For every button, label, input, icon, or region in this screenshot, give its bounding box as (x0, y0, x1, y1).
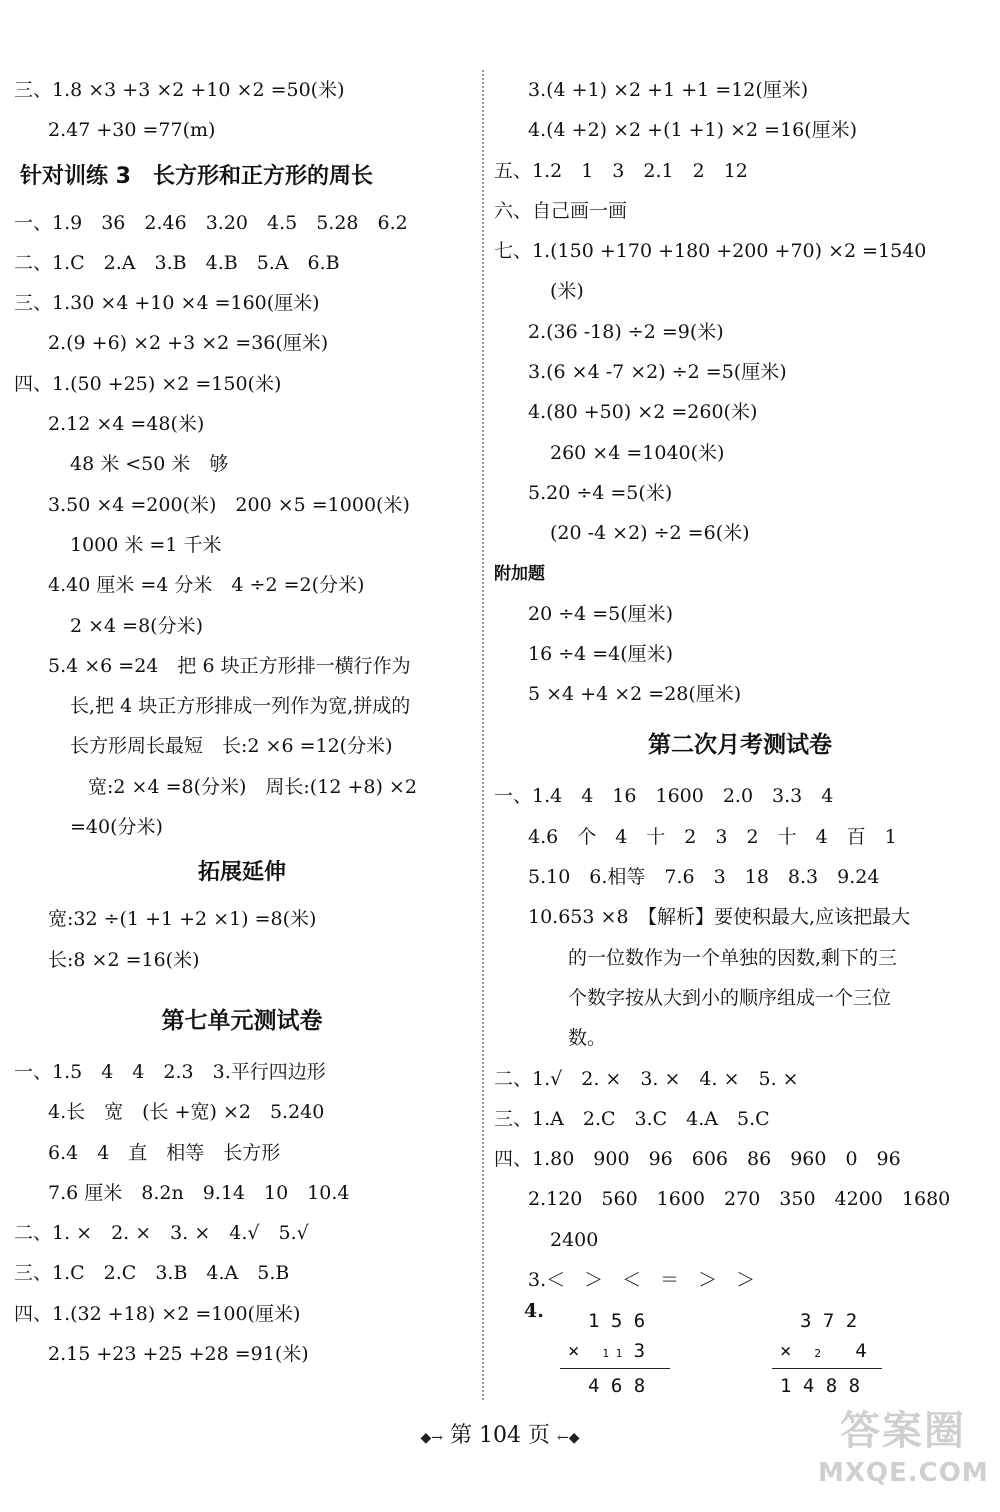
vertical-calc-left (568, 1306, 670, 1401)
answer-line: 一、1.4 4 16 1600 2.0 3.3 4 (494, 785, 834, 808)
calc-right-result: 1 4 8 8 (780, 1375, 861, 1398)
answer-line: 5.20 ÷4 =5(米) (528, 481, 673, 504)
answer-line: 4.长 宽 (长 +宽) ×2 5.240 (48, 1101, 325, 1124)
answer-line: 六、自己画一画 (494, 199, 628, 222)
footer-arrow-right: ←◆ (556, 1430, 580, 1446)
answer-line: 6.4 4 直 相等 长方形 (48, 1141, 281, 1164)
answer-line: 二、1.√ 2. × 3. × 4. × 5. × (494, 1067, 799, 1090)
answer-line: 2.47 +30 =77(m) (48, 119, 216, 142)
answer-line: 五、1.2 1 3 2.1 2 12 (494, 159, 748, 182)
watermark-logo (818, 1406, 988, 1502)
answer-line: 四、1.(32 +18) ×2 =100(厘米) (14, 1302, 301, 1325)
answer-line: 20 ÷4 =5(厘米) (528, 602, 674, 625)
calc-left-top: 1 5 6 (588, 1310, 646, 1333)
calc-right-carry: 2 (814, 1347, 821, 1361)
vertical-calc-label: 4. (524, 1300, 544, 1323)
answer-line: 3.(6 ×4 -7 ×2) ÷2 =5(厘米) (528, 361, 787, 384)
answer-line: 2.120 560 1600 270 350 4200 1680 (528, 1188, 951, 1211)
calc-left-carry: 1 1 (602, 1347, 623, 1361)
calc-right-sign: × (780, 1340, 792, 1363)
answer-line: 10.653 ×8 【解析】要使积最大,应该把最大 (528, 906, 911, 929)
calc-left-sign: × (568, 1340, 580, 1363)
answer-line: 4.(80 +50) ×2 =260(米) (528, 401, 758, 424)
answer-line: 的一位数作为一个单独的因数,剩下的三 (568, 946, 898, 969)
answer-line: 三、1.C 2.C 3.B 4.A 5.B (14, 1262, 290, 1285)
watermark-bottom: MXQE.COM (818, 1458, 989, 1488)
section-heading: 第二次月考测试卷 (648, 732, 832, 759)
answer-line: 个数字按从大到小的顺序组成一个三位 (568, 986, 892, 1009)
answer-line: 一、1.5 4 4 2.3 3.平行四边形 (14, 1060, 326, 1083)
answer-line: 16 ÷4 =4(厘米) (528, 642, 674, 665)
calc-left-result: 4 6 8 (588, 1375, 646, 1398)
answer-line: 4.(4 +2) ×2 +(1 +1) ×2 =16(厘米) (528, 119, 858, 142)
answer-line: 四、1.80 900 96 606 86 960 0 96 (494, 1148, 901, 1171)
answer-line: 三、1.8 ×3 +3 ×2 +10 ×2 =50(米) (14, 79, 345, 101)
answer-line: 2.(9 +6) ×2 +3 ×2 =36(厘米) (48, 332, 329, 355)
section-heading: 拓展延伸 (197, 860, 286, 886)
answer-line: 三、1.30 ×4 +10 ×4 =160(厘米) (14, 292, 320, 315)
answer-line: 一、1.9 36 2.46 3.20 4.5 5.28 6.2 (14, 211, 408, 234)
answer-line: 三、1.A 2.C 3.C 4.A 5.C (494, 1107, 770, 1130)
answer-line: 5.4 ×6 =24 把 6 块正方形排一横行作为 (48, 654, 411, 677)
answer-line: =40(分米) (70, 816, 163, 839)
answer-line: 二、1. × 2. × 3. × 4.√ 5.√ (14, 1222, 309, 1245)
calc-right-rule (772, 1368, 882, 1369)
calc-right-top: 3 7 2 (800, 1310, 858, 1333)
right-column (494, 70, 986, 1396)
answer-line: 2 ×4 =8(分米) (70, 614, 204, 637)
left-column (14, 70, 470, 1374)
answer-line: 四、1.(50 +25) ×2 =150(米) (14, 372, 282, 395)
answer-line: 宽:2 ×4 =8(分米) 周长:(12 +8) ×2 (88, 775, 417, 798)
answer-line: 数。 (568, 1027, 607, 1050)
answer-line: 二、1.C 2.A 3.B 4.B 5.A 6.B (14, 251, 340, 274)
column-divider (482, 70, 484, 1400)
answer-line: 5.10 6.相等 7.6 3 18 8.3 9.24 (528, 866, 880, 889)
answer-line: 48 米 <50 米 够 (70, 453, 229, 476)
answer-line: 3.(4 +1) ×2 +1 +1 =12(厘米) (528, 79, 809, 101)
sub-heading: 附加题 (494, 563, 545, 584)
answer-line: 宽:32 ÷(1 +1 +2 ×1) =8(米) (48, 908, 317, 931)
answer-line: 长,把 4 块正方形排成一列作为宽,拼成的 (70, 695, 411, 718)
calc-right-multiplier: 4 (855, 1340, 867, 1363)
answer-line: 3.＜ ＞ ＜ ＝ ＞ ＞ (528, 1269, 756, 1292)
calc-left-rule (560, 1368, 670, 1369)
page-number: 第 104 页 (450, 1423, 550, 1448)
section-heading: 针对训练 3 长方形和正方形的周长 (20, 163, 373, 189)
section-heading: 第七单元测试卷 (161, 1007, 323, 1034)
answer-line: 5 ×4 +4 ×2 =28(厘米) (528, 683, 742, 706)
answer-line: 4.6 个 4 十 2 3 2 十 4 百 1 (528, 825, 897, 848)
answer-line: 七、1.(150 +170 +180 +200 +70) ×2 =1540 (494, 240, 927, 263)
vertical-calculation (494, 1300, 986, 1396)
answer-line: (米) (550, 280, 584, 303)
answer-line: 长:8 ×2 =16(米) (48, 948, 200, 971)
answer-line: 4.40 厘米 =4 分米 4 ÷2 =2(分米) (48, 574, 365, 597)
footer-arrow-left: ◆→ (420, 1430, 443, 1446)
watermark-top: 答案圈 (840, 1408, 966, 1454)
answer-line: 2.12 ×4 =48(米) (48, 413, 205, 436)
answer-line: (20 -4 ×2) ÷2 =6(米) (550, 522, 750, 545)
answer-line: 2.(36 -18) ÷2 =9(米) (528, 320, 724, 343)
vertical-calc-right (780, 1306, 882, 1401)
answer-line: 1000 米 =1 千米 (70, 533, 222, 556)
answer-line: 260 ×4 =1040(米) (550, 441, 725, 464)
answer-line: 7.6 厘米 8.2n 9.14 10 10.4 (48, 1181, 350, 1204)
answer-line: 2400 (550, 1228, 599, 1251)
answer-line: 3.50 ×4 =200(米) 200 ×5 =1000(米) (48, 493, 410, 516)
calc-left-multiplier: 3 (633, 1340, 646, 1363)
spacer (14, 980, 470, 990)
answer-line: 长方形周长最短 长:2 ×6 =12(分米) (70, 735, 393, 758)
answer-line: 2.15 +23 +25 +28 =91(米) (48, 1343, 309, 1366)
